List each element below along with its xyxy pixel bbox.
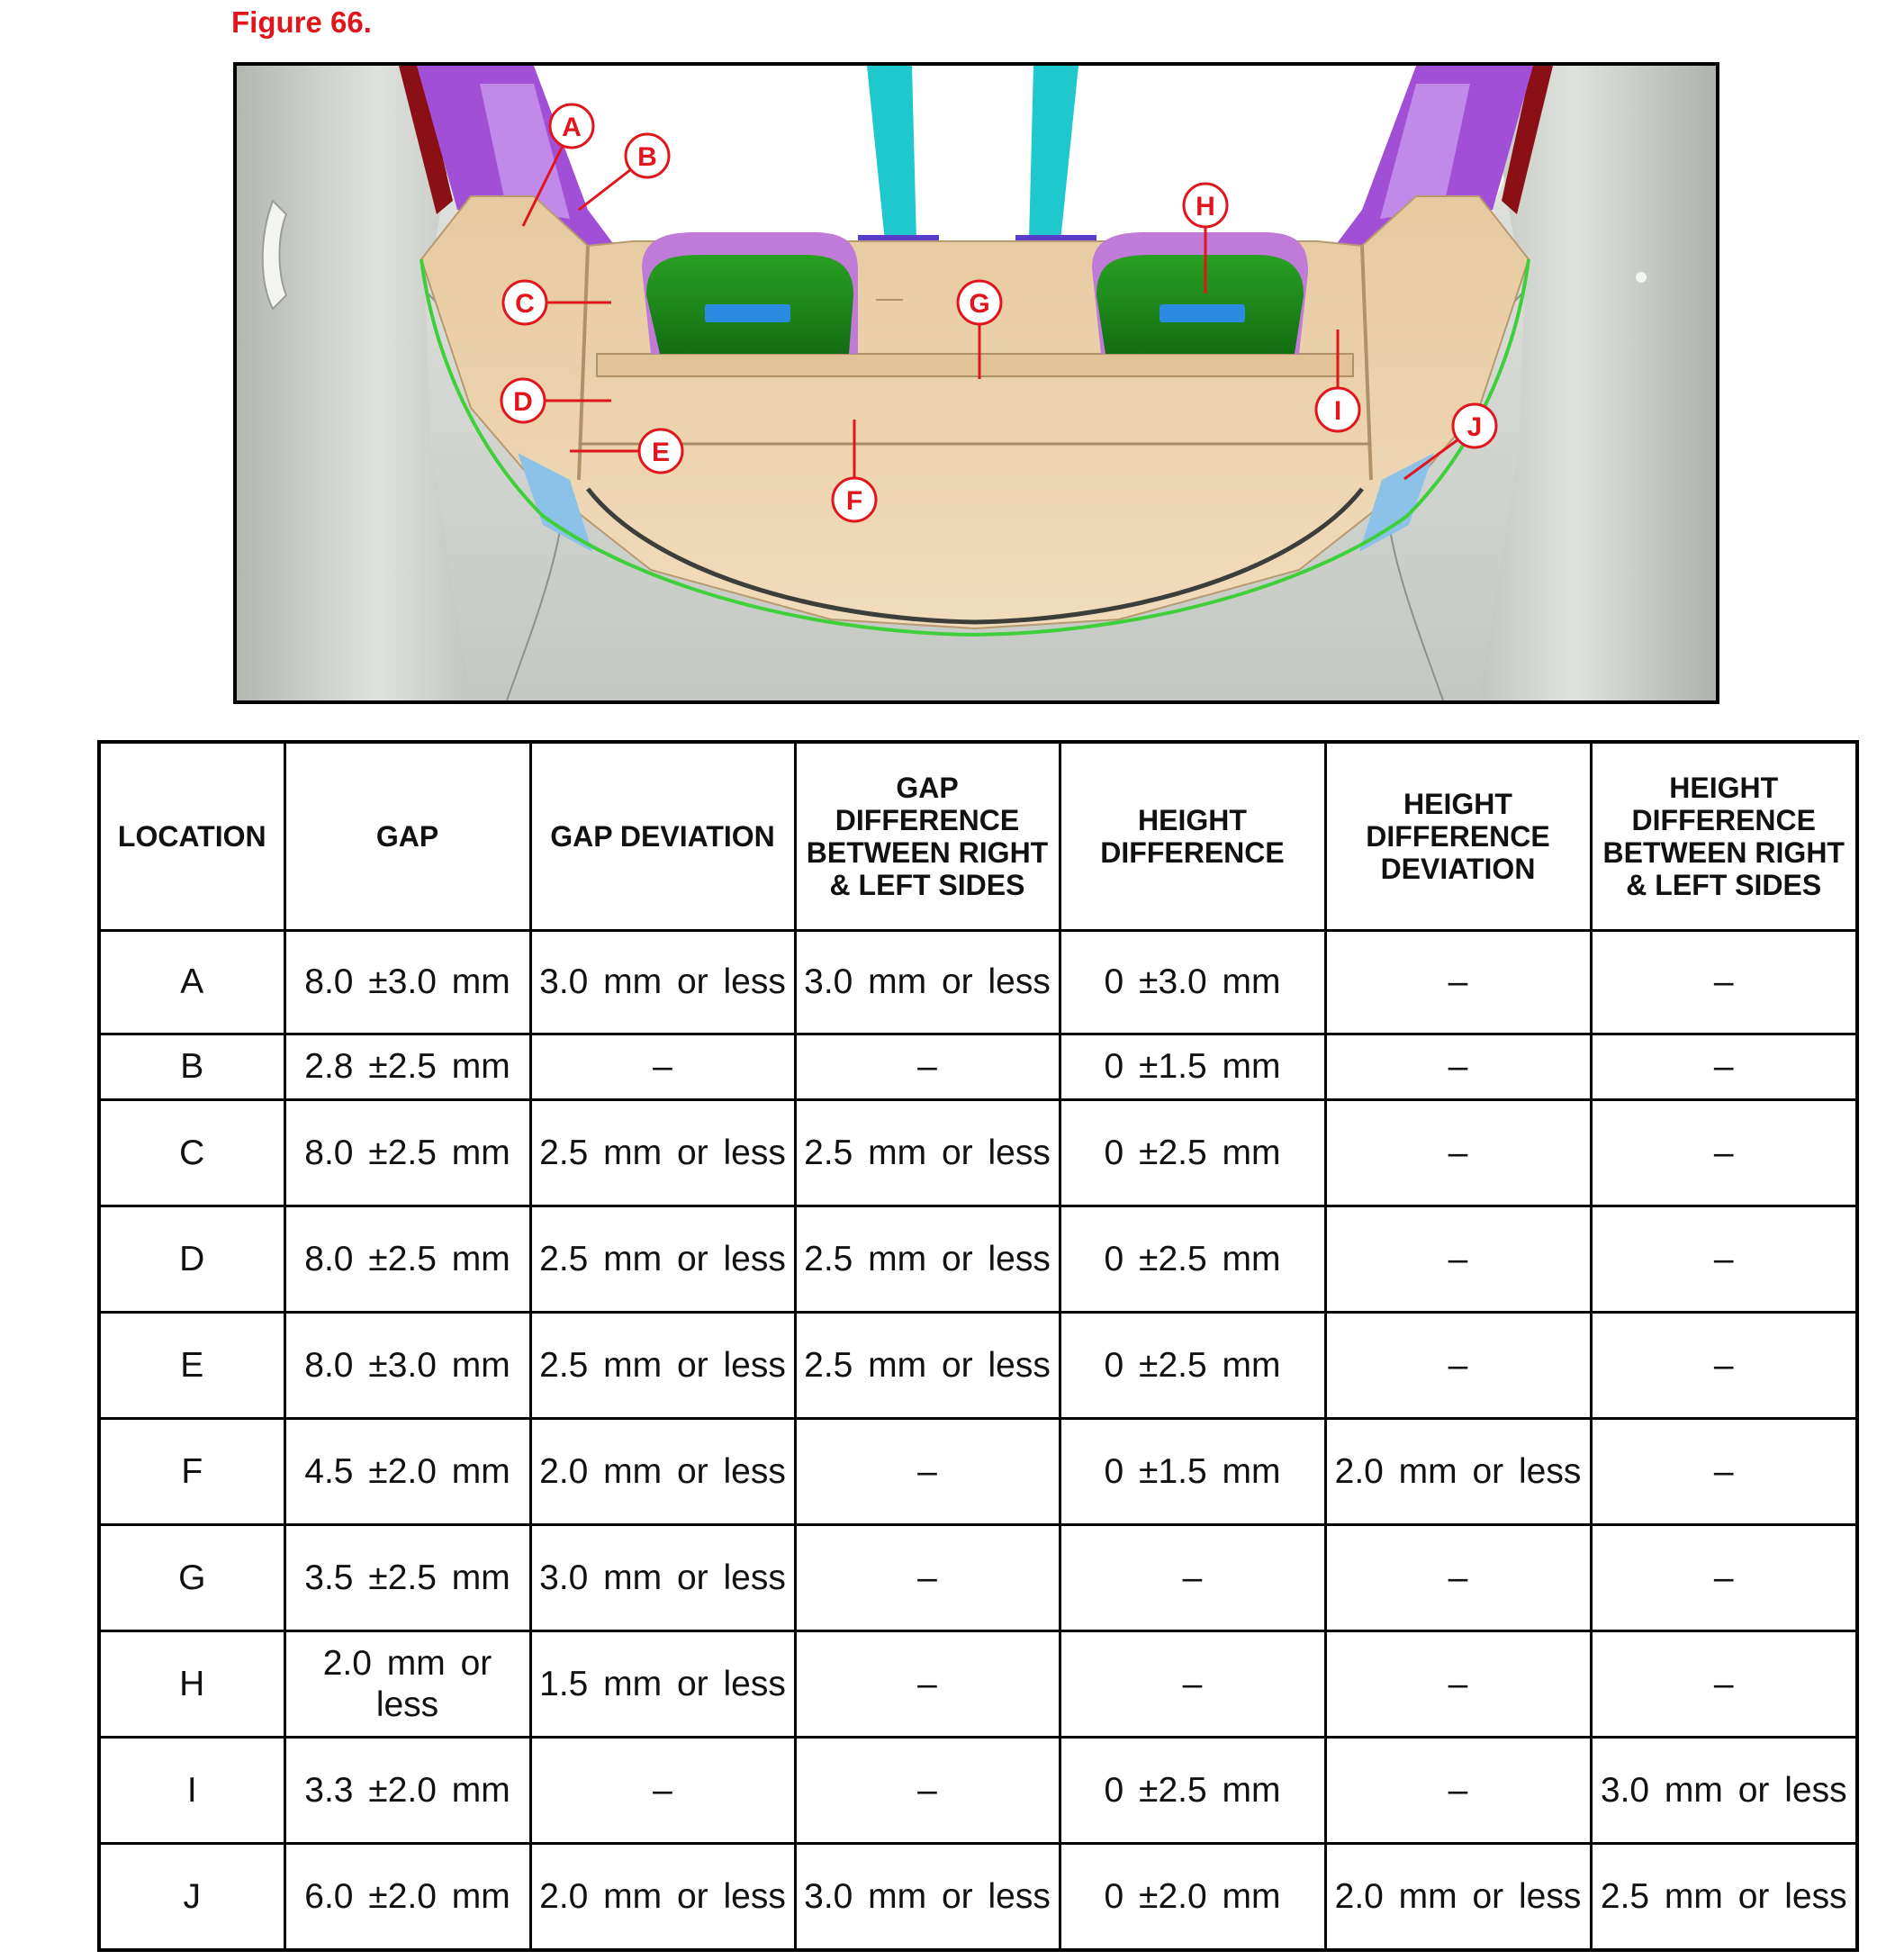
cell-height-difference: 0 ±3.0 mm [1060,931,1325,1034]
header-gap-deviation: GAP DEVIATION [530,742,795,931]
cell-gap: 6.0 ±2.0 mm [284,1844,530,1951]
cell-gap-deviation: 2.5 mm or less [530,1313,795,1419]
cell-height-difference-deviation: – [1325,1631,1591,1738]
cell-gap: 3.3 ±2.0 mm [284,1738,530,1844]
table-row [99,1034,1857,1100]
cell-location: A [99,931,284,1034]
callout-i-label: I [1333,396,1342,426]
illustration-svg [237,66,1716,700]
gap-height-specification-table [97,740,1859,1952]
cell-gap: 4.5 ±2.0 mm [284,1419,530,1525]
cell-gap: 2.0 mm or less [284,1631,530,1738]
header-location: LOCATION [99,742,284,931]
callout-g-label: G [969,289,990,319]
vehicle-rear-illustration [233,62,1719,704]
cell-gap-difference: 2.5 mm or less [795,1313,1060,1419]
cell-height-difference-sides: – [1591,1206,1857,1313]
cell-height-difference: 0 ±1.5 mm [1060,1034,1325,1100]
cell-height-difference-deviation: 2.0 mm or less [1325,1844,1591,1951]
callout-d-label: D [513,387,533,417]
callout-e-label: E [651,438,671,467]
cell-location: D [99,1206,284,1313]
cell-height-difference-sides: 2.5 mm or less [1591,1844,1857,1951]
cell-height-difference: – [1060,1631,1325,1738]
cell-gap: 8.0 ±2.5 mm [284,1100,530,1206]
cell-location: F [99,1419,284,1525]
cell-height-difference-deviation: – [1325,1100,1591,1206]
table-row [99,1419,1857,1525]
cell-height-difference-deviation: – [1325,1034,1591,1100]
header-height-difference: HEIGHT DIFFERENCE [1060,742,1325,931]
cell-gap-difference: – [795,1738,1060,1844]
cell-gap: 8.0 ±3.0 mm [284,931,530,1034]
cell-height-difference-deviation: – [1325,1738,1591,1844]
cell-height-difference: 0 ±2.5 mm [1060,1100,1325,1206]
cell-height-difference: 0 ±2.5 mm [1060,1206,1325,1313]
cell-gap-deviation: – [530,1034,795,1100]
callout-j-label: J [1466,412,1483,442]
cell-location: B [99,1034,284,1100]
table-row [99,1844,1857,1951]
cell-gap-difference: 3.0 mm or less [795,1844,1060,1951]
cell-gap-deviation: 1.5 mm or less [530,1631,795,1738]
cell-height-difference: 0 ±2.0 mm [1060,1844,1325,1951]
table-row [99,1525,1857,1631]
table-row [99,1738,1857,1844]
callout-f-label: F [845,486,863,516]
cell-height-difference-sides: – [1591,1034,1857,1100]
table-row [99,1631,1857,1738]
cell-gap-deviation: 2.0 mm or less [530,1844,795,1951]
callout-a-label: A [562,113,582,142]
cell-gap-deviation: 2.0 mm or less [530,1419,795,1525]
cell-gap: 8.0 ±2.5 mm [284,1206,530,1313]
cell-location: H [99,1631,284,1738]
cell-height-difference: 0 ±2.5 mm [1060,1738,1325,1844]
cell-height-difference-deviation: – [1325,931,1591,1034]
cell-height-difference-deviation: – [1325,1206,1591,1313]
cell-location: E [99,1313,284,1419]
cell-gap-difference: – [795,1034,1060,1100]
cell-height-difference-deviation: – [1325,1525,1591,1631]
cell-gap: 2.8 ±2.5 mm [284,1034,530,1100]
cell-gap-difference: – [795,1525,1060,1631]
cell-height-difference-sides: – [1591,1419,1857,1525]
cell-height-difference-sides: 3.0 mm or less [1591,1738,1857,1844]
cell-gap-deviation: 2.5 mm or less [530,1206,795,1313]
figure-title: Figure 66. [231,5,372,39]
cell-gap-difference: 2.5 mm or less [795,1206,1060,1313]
table-row [99,1313,1857,1419]
cell-location: J [99,1844,284,1951]
cell-location: I [99,1738,284,1844]
cell-gap: 3.5 ±2.5 mm [284,1525,530,1631]
cell-height-difference-sides: – [1591,1631,1857,1738]
cell-gap-deviation: 3.0 mm or less [530,931,795,1034]
cell-height-difference-sides: – [1591,1100,1857,1206]
cell-gap-difference: – [795,1631,1060,1738]
callout-h-label: H [1196,192,1215,221]
cell-height-difference-deviation: 2.0 mm or less [1325,1419,1591,1525]
cell-gap-difference: 2.5 mm or less [795,1100,1060,1206]
table-row [99,1100,1857,1206]
header-gap-difference: GAP DIFFERENCE BETWEEN RIGHT & LEFT SIDES [795,742,1060,931]
callout-b-label: B [637,142,657,172]
cell-height-difference: 0 ±2.5 mm [1060,1313,1325,1419]
cell-gap-difference: 3.0 mm or less [795,931,1060,1034]
cell-gap-difference: – [795,1419,1060,1525]
cell-location: C [99,1100,284,1206]
cell-height-difference: – [1060,1525,1325,1631]
cell-height-difference-sides: – [1591,1313,1857,1419]
cell-gap-deviation: 3.0 mm or less [530,1525,795,1631]
table-row [99,1206,1857,1313]
cell-height-difference: 0 ±1.5 mm [1060,1419,1325,1525]
callout-c-label: C [515,289,535,319]
cell-height-difference-sides: – [1591,1525,1857,1631]
header-height-difference-sides: HEIGHT DIFFERENCE BETWEEN RIGHT & LEFT SIDES [1591,742,1857,931]
cell-height-difference-sides: – [1591,931,1857,1034]
header-gap: GAP [284,742,530,931]
cell-gap-deviation: 2.5 mm or less [530,1100,795,1206]
table-header-row [99,742,1857,931]
header-height-difference-deviation: HEIGHT DIFFERENCE DEVIATION [1325,742,1591,931]
cell-location: G [99,1525,284,1631]
table-row [99,931,1857,1034]
cell-gap-deviation: – [530,1738,795,1844]
cell-gap: 8.0 ±3.0 mm [284,1313,530,1419]
cell-height-difference-deviation: – [1325,1313,1591,1419]
